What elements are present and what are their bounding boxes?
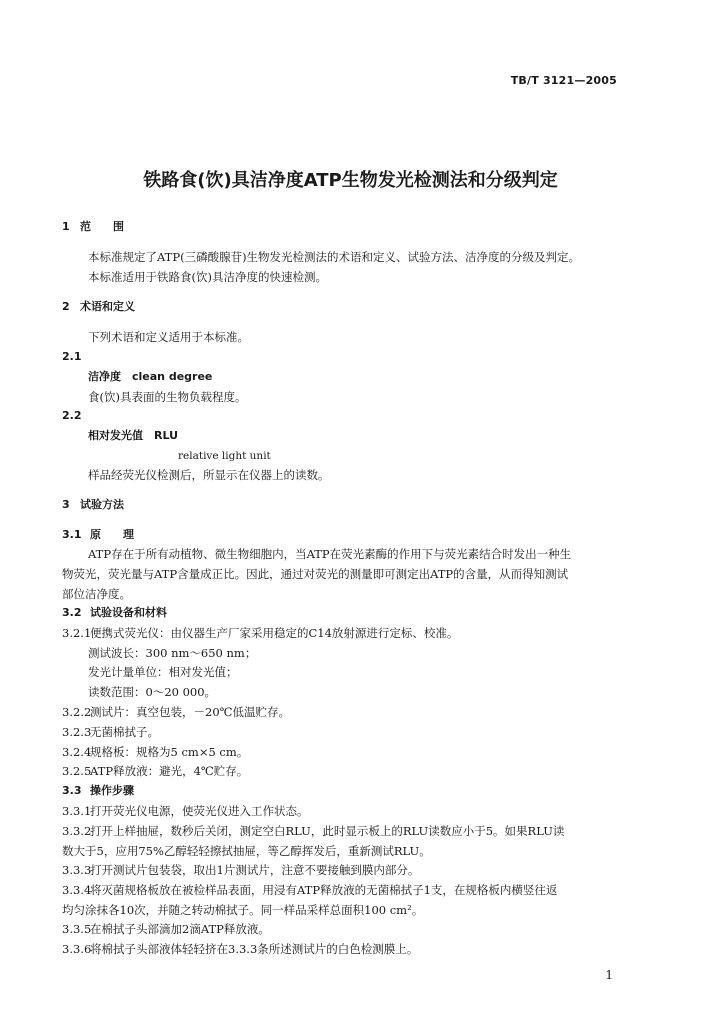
clause bbox=[62, 725, 159, 739]
clause-number: 3.3.6 bbox=[62, 942, 92, 956]
list-item: 读数范围：0～20 000。 bbox=[88, 685, 217, 699]
clause-text: 便携式荧光仪：由仪器生产厂家采用稳定的C14放射源进行定标、校准。 bbox=[90, 626, 459, 640]
clause-heading bbox=[62, 528, 134, 542]
clause-text: ATP释放液：避光，4℃贮存。 bbox=[90, 764, 249, 778]
clause bbox=[62, 764, 248, 778]
section-title: 术语和定义 bbox=[80, 300, 135, 313]
standard-code: TB/T 3121—2005 bbox=[510, 74, 617, 87]
term-english: relative light unit bbox=[178, 450, 271, 462]
clause bbox=[62, 804, 309, 818]
page-number: 1 bbox=[605, 968, 613, 982]
clause-heading bbox=[62, 784, 134, 798]
section-1-heading bbox=[62, 220, 124, 234]
definition: 食(饮)具表面的生物负载程度。 bbox=[88, 390, 247, 404]
clause bbox=[62, 626, 458, 640]
clause-number: 3.3.1 bbox=[62, 804, 92, 818]
clause-number: 3.1 bbox=[62, 528, 82, 541]
clause-title: 操作步骤 bbox=[90, 784, 134, 797]
clause-number: 3.2.5 bbox=[62, 764, 92, 778]
section-number: 2 bbox=[62, 300, 70, 313]
clause-number: 3.2.4 bbox=[62, 745, 92, 759]
clause-heading bbox=[62, 606, 167, 620]
paragraph: 均匀涂抹各10次，并随之转动棉拭子。同一样品采样总面积100 cm²。 bbox=[62, 903, 424, 917]
paragraph: ATP存在于所有动植物、微生物细胞内，当ATP在荧光素酶的作用下与荧光素结合时发出一种生 bbox=[88, 547, 572, 561]
paragraph: 部位洁净度。 bbox=[62, 587, 131, 601]
clause-text: 无菌棉拭子。 bbox=[90, 725, 159, 739]
clause-number: 2.1 bbox=[62, 350, 82, 363]
clause-number: 3.3.3 bbox=[62, 863, 92, 877]
clause-text: 规格板：规格为5 cm×5 cm。 bbox=[90, 745, 249, 759]
clause-number: 3.3.4 bbox=[62, 883, 92, 897]
clause-number: 3.2.3 bbox=[62, 725, 92, 739]
paragraph: 数大于5，应用75%乙醇轻轻擦拭抽屉，等乙醇挥发后，重新测试RLU。 bbox=[62, 844, 431, 858]
paragraph: 本标准规定了ATP(三磷酸腺苷)生物发光检测法的术语和定义、试验方法、洁净度的分级及判定。 bbox=[88, 250, 581, 264]
list-item: 发光计量单位：相对发光值； bbox=[88, 665, 238, 679]
section-number: 3 bbox=[62, 498, 70, 511]
clause-text: 在棉拭子头部滴加2滴ATP释放液。 bbox=[90, 922, 270, 936]
definition: 样品经荧光仪检测后，所显示在仪器上的读数。 bbox=[88, 468, 330, 482]
section-title: 范 围 bbox=[80, 220, 124, 233]
term: 相对发光值 RLU bbox=[88, 429, 179, 442]
paragraph: 下列术语和定义适用于本标准。 bbox=[88, 330, 249, 344]
clause-text: 打开测试片包装袋，取出1片测试片，注意不要接触到膜内部分。 bbox=[90, 863, 420, 877]
section-2-heading bbox=[62, 300, 135, 314]
clause bbox=[62, 824, 564, 838]
term: 洁净度 clean degree bbox=[88, 370, 213, 383]
clause-text: 将棉拭子头部液体轻轻挤在3.3.3条所述测试片的白色检测膜上。 bbox=[90, 942, 419, 956]
clause bbox=[62, 745, 248, 759]
clause-number: 3.3.5 bbox=[62, 922, 92, 936]
clause-title: 原 理 bbox=[90, 528, 134, 541]
paragraph: 物荧光，荧光量与ATP含量成正比。因此，通过对荧光的测量即可测定出ATP的含量，从而得知测试 bbox=[62, 567, 569, 581]
section-title: 试验方法 bbox=[80, 498, 124, 511]
clause-number: 3.3.2 bbox=[62, 824, 92, 838]
clause bbox=[62, 922, 270, 936]
clause bbox=[62, 883, 557, 897]
clause-text: 将灭菌规格板放在被检样品表面，用浸有ATP释放液的无菌棉拭子1支，在规格板内横竖往返 bbox=[90, 883, 558, 897]
document-title: 铁路食(饮)具洁净度ATP生物发光检测法和分级判定 bbox=[143, 170, 558, 191]
list-item: 测试波长：300 nm～650 nm； bbox=[88, 646, 257, 660]
clause-title: 试验设备和材料 bbox=[90, 606, 167, 619]
section-3-heading bbox=[62, 498, 124, 512]
clause bbox=[62, 705, 290, 719]
clause-number: 3.3 bbox=[62, 784, 82, 797]
clause bbox=[62, 863, 419, 877]
clause-text: 测试片：真空包装，－20℃低温贮存。 bbox=[90, 705, 290, 719]
clause-number: 3.2.1 bbox=[62, 626, 92, 640]
clause-number: 3.2.2 bbox=[62, 705, 92, 719]
clause bbox=[62, 942, 418, 956]
section-number: 1 bbox=[62, 220, 70, 233]
clause-number: 3.2 bbox=[62, 606, 82, 619]
clause-text: 打开荧光仪电源，使荧光仪进入工作状态。 bbox=[90, 804, 309, 818]
clause-number: 2.2 bbox=[62, 409, 82, 422]
paragraph: 本标准适用于铁路食(饮)具洁净度的快速检测。 bbox=[88, 270, 327, 284]
clause-text: 打开上样抽屉，数秒后关闭，测定空白RLU，此时显示板上的RLU读数应小于5。如果RLU读 bbox=[90, 824, 565, 838]
